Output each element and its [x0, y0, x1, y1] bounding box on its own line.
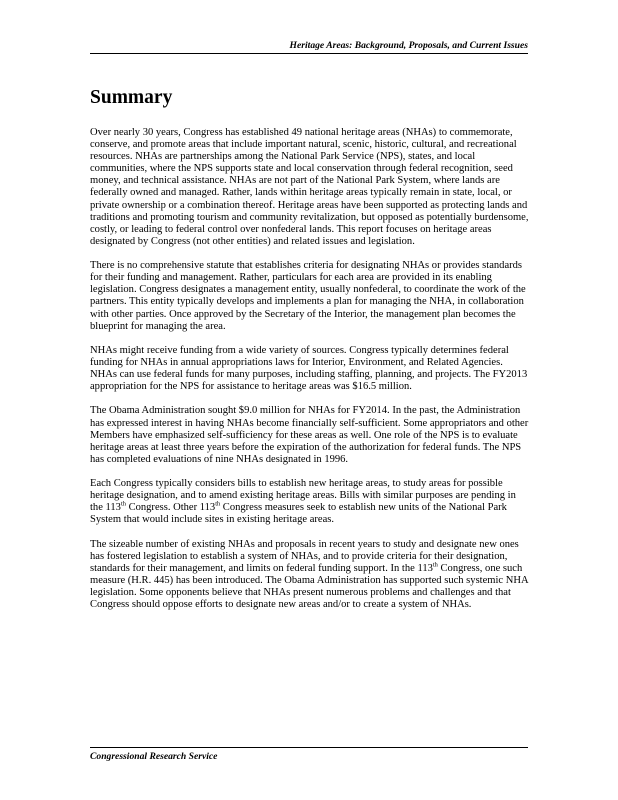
- paragraph-6-text-b: Congress, one such measure (H.R. 445) has been introduced. The Obama Administration has supported such systemic NHA legislation. Some opponents believe that NHAs present numerous problems and challenges and that Congress should oppose efforts to designate new areas and/or to create a system of NHAs.: [90, 562, 528, 611]
- paragraph-2: There is no comprehensive statute that establishes criteria for designating NHAs or provides standards for their funding and management. Rather, particulars for each area are provided in its enabling legislation. Congress designates a management entity, usually nonfederal, to coordinate the work of the partners. This entity typically develops and implements a plan for managing the NHA, in collaboration with other parties. Once approved by the Secretary of the Interior, the management plan becomes the blueprint for managing the area.: [90, 260, 526, 332]
- ordinal-superscript: th: [120, 500, 126, 508]
- ordinal-superscript: th: [432, 561, 438, 569]
- page-title: Summary: [90, 87, 173, 108]
- summary-body: [90, 127, 530, 623]
- running-header: Heritage Areas: Background, Proposals, and Current Issues: [289, 40, 528, 51]
- ordinal-superscript: th: [215, 500, 221, 508]
- paragraph-5-text-a: Each Congress typically considers bills to establish new heritage areas, to study areas for possible heritage designation, and to amend existing heritage areas. Bills with similar purposes are pending in the 113: [90, 478, 516, 514]
- paragraph-5-text-b: Congress. Other 113: [125, 502, 216, 514]
- paragraph-5: [90, 478, 530, 526]
- footer-rule: [90, 747, 528, 748]
- paragraph-3: NHAs might receive funding from a wide variety of sources. Congress typically determines federal funding for NHAs in annual appropriations laws for Interior, Environment, and Related Agencies. NHAs can use federal funds for many purposes, including staffing, planning, and projects. The FY2013 appropriation for the NPS for assistance to heritage areas was $16.5 million.: [90, 344, 528, 393]
- paragraph-5-text-c: Congress measures seek to establish new units of the National Park System that would include sites in existing heritage areas.: [90, 502, 507, 526]
- paragraph-6-text-a: The sizeable number of existing NHAs and proposals in recent years to study and designate new ones has fostered legislation to establish a system of NHAs, and to provide criteria for their designation, standards for their management, and limits on federal funding support. In the 113: [90, 538, 519, 574]
- paragraph-6: [90, 539, 530, 612]
- paragraph-1: Over nearly 30 years, Congress has established 49 national heritage areas (NHAs) to commemorate, conserve, and promote areas that include important natural, scenic, historic, cultural, and recreational resources. NHAs are partnerships among the National Park Service (NPS), states, and local communities, where the NPS supports state and local conservation through federal recognition, seed money, and technical assistance. NHAs are not part of the National Park System, where lands are federally owned and managed. Rather, lands within heritage areas typically remain in state, local, or private ownership or a combination thereof. Heritage areas have been supported as protecting lands and traditions and promoting tourism and community revitalization, but opposed as potentially burdensome, costly, or leading to federal control over nonfederal lands. This report focuses on heritage areas designated by Congress (not other entities) and related issues and legislation.: [90, 127, 529, 247]
- paragraph-4: The Obama Administration sought $9.0 million for NHAs for FY2014. In the past, the Administration has expressed interest in having NHAs become financially self-sufficient. Some appropriators and other Members have emphasized self-sufficiency for these areas as well. One role of the NPS is to evaluate heritage areas at least three years before the expiration of the authorization for federal funds. The NPS has completed evaluations of nine NHAs designated in 1996.: [90, 405, 529, 465]
- header-rule: [90, 53, 528, 54]
- running-footer: Congressional Research Service: [90, 751, 218, 762]
